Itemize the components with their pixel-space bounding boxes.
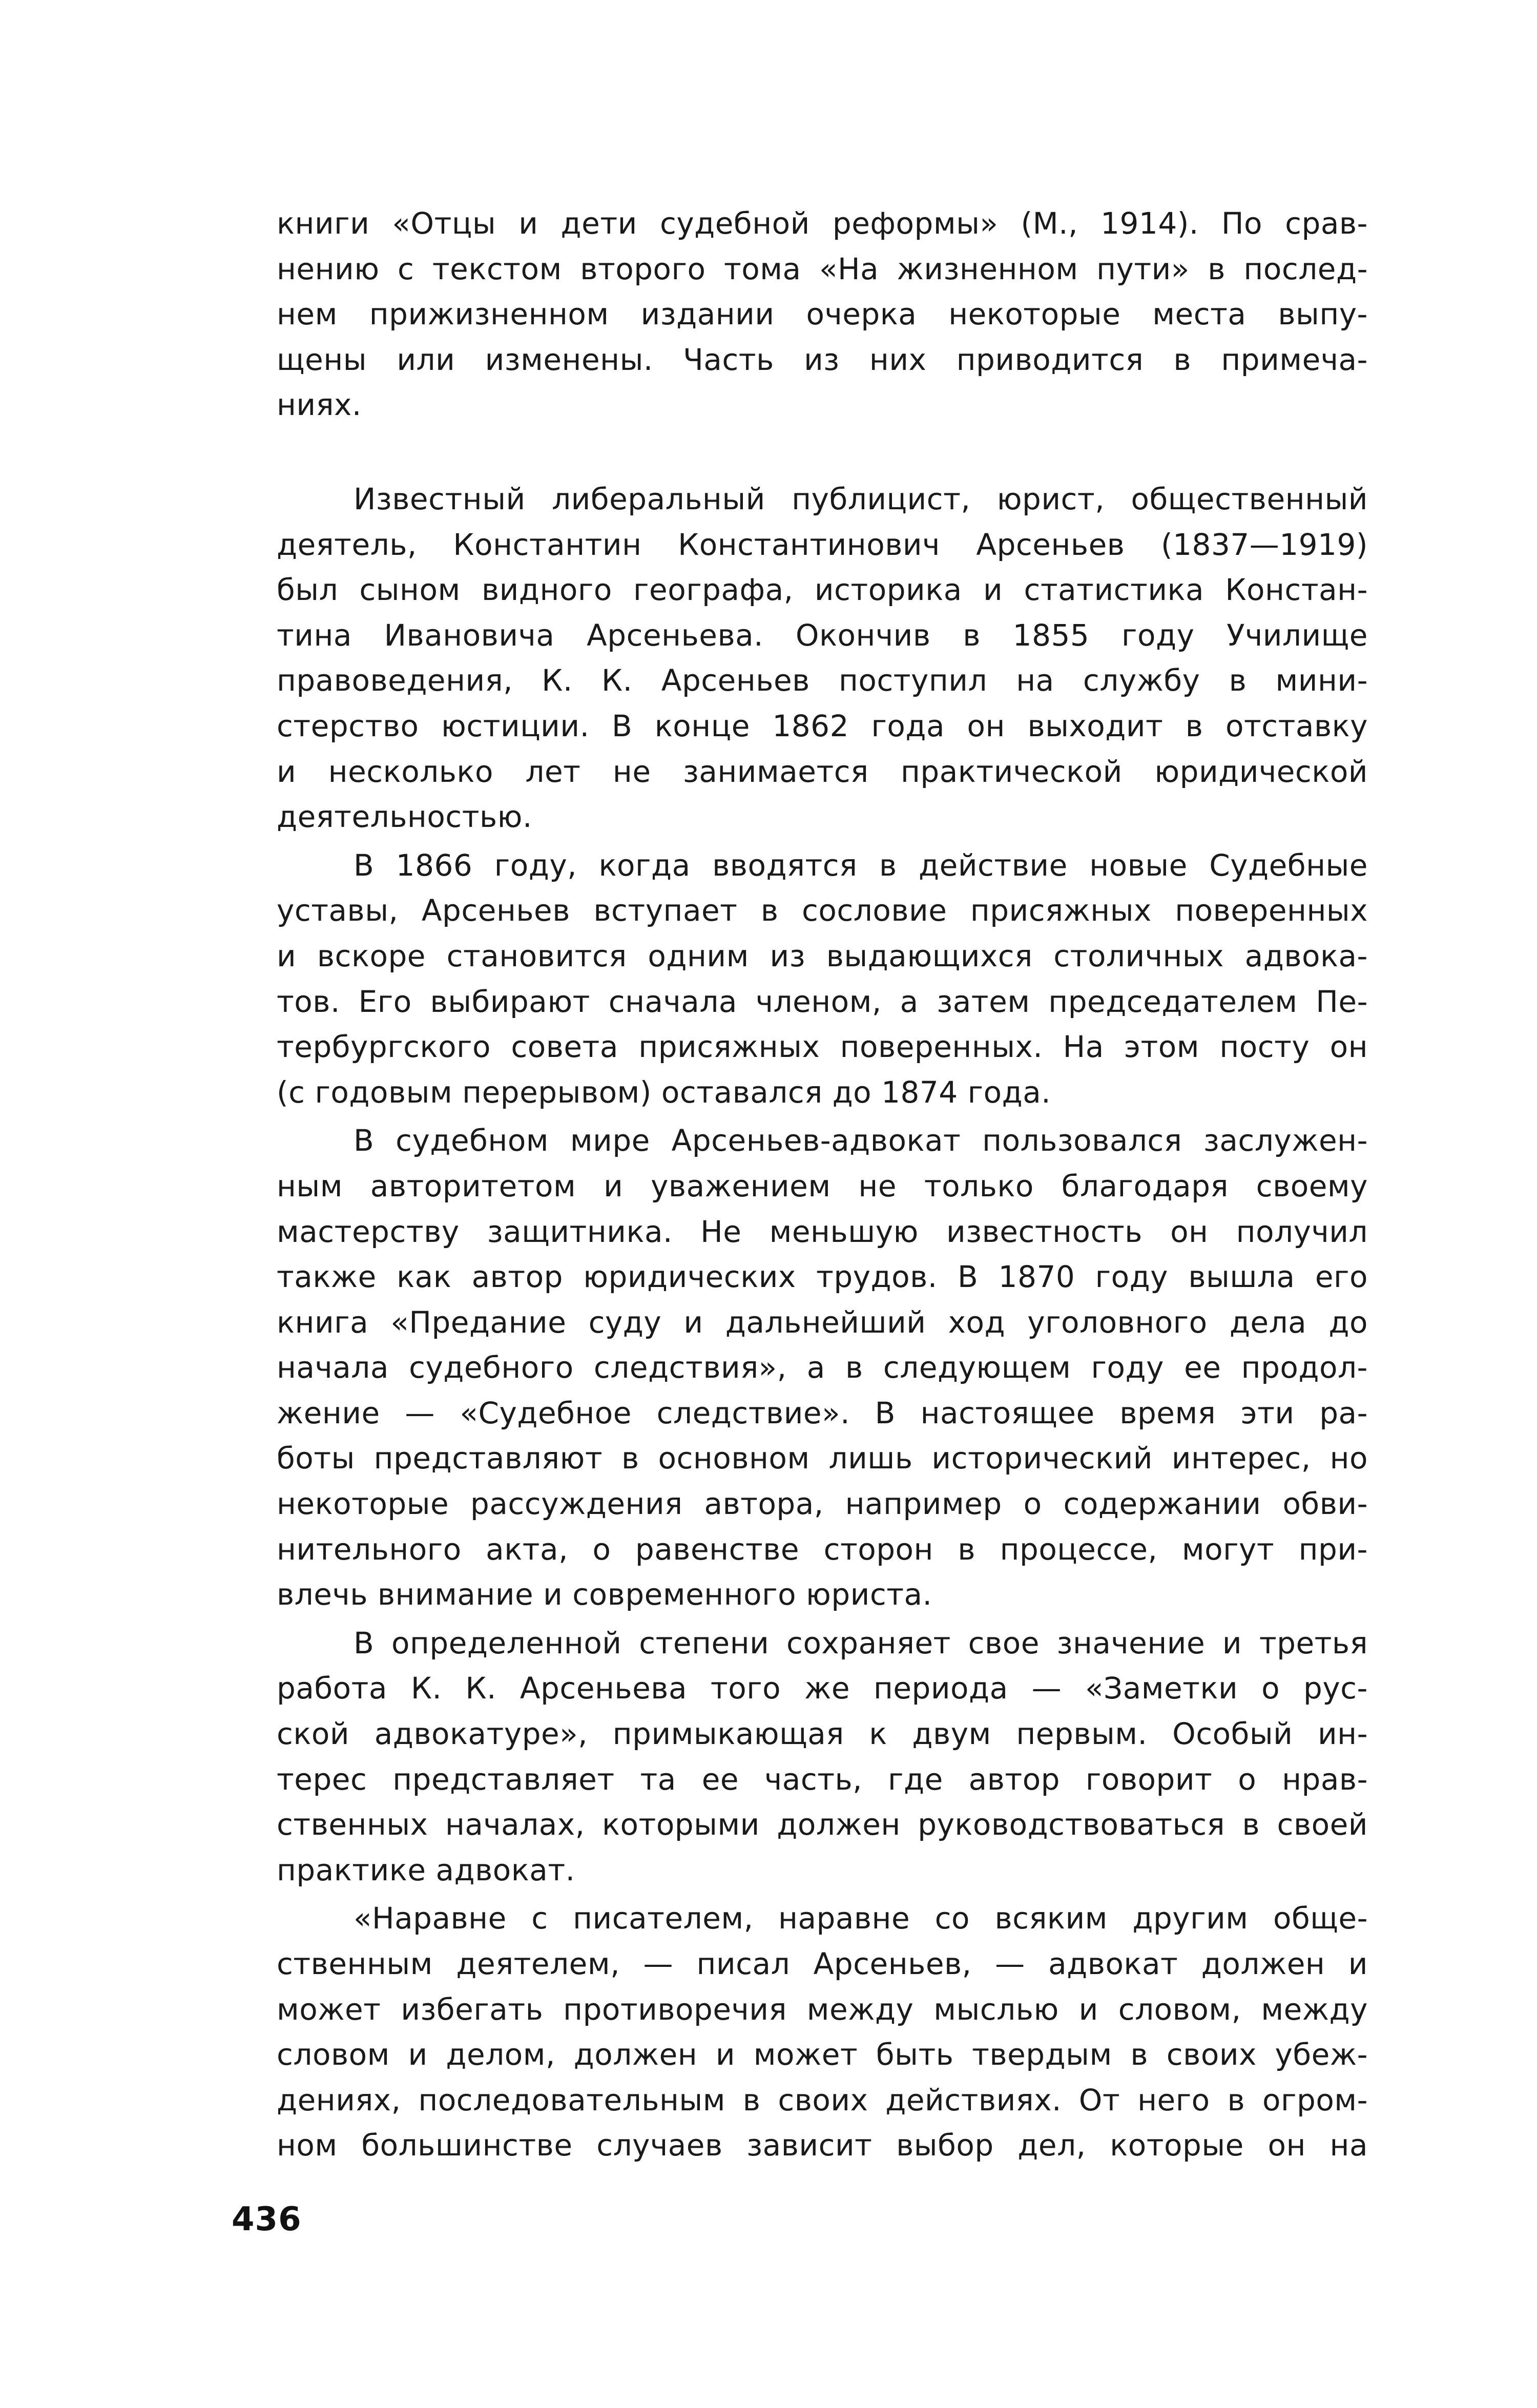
text-line: ственных началах, которыми должен руководствоваться в своей xyxy=(277,1807,1368,1842)
text-line: нению с текстом второго тома «На жизненном пути» в послед- xyxy=(277,251,1368,286)
text-line: нем прижизненном издании очерка некоторые места выпу- xyxy=(277,297,1368,332)
text-line: работа К. К. Арсеньева того же периода — «Заметки о рус- xyxy=(277,1671,1368,1706)
text-line: В определенной степени сохраняет свое значение и третья xyxy=(354,1625,1368,1660)
text-line: стерство юстиции. В конце 1862 года он выходит в отставку xyxy=(277,708,1368,743)
text-line: ской адвокатуре», примыкающая к двум первым. Особый ин- xyxy=(277,1716,1368,1752)
paragraph-3 xyxy=(277,1118,1368,1617)
text-line: уставы, Арсеньев вступает в сословие присяжных поверенных xyxy=(277,893,1368,928)
page-number: 436 xyxy=(232,2201,302,2238)
text-line: тина Ивановича Арсеньева. Окончив в 1855 году Училище xyxy=(277,617,1368,653)
text-line: может избегать противоречия между мыслью и словом, между xyxy=(277,1991,1368,2027)
text-line: тербургского совета присяжных поверенных. На этом посту он xyxy=(277,1029,1368,1065)
text-line: деятель, Константин Константинович Арсеньев (1837—1919) xyxy=(277,527,1368,562)
intro-paragraph xyxy=(277,201,1368,428)
text-line: (с годовым перерывом) оставался до 1874 года. xyxy=(277,1074,1051,1110)
text-line: правоведения, К. К. Арсеньев поступил на службу в мини- xyxy=(277,663,1368,698)
text-line: был сыном видного географа, историка и статистика Констан- xyxy=(277,572,1368,608)
text-line: ном большинстве случаев зависит выбор дел, которые он на xyxy=(277,2128,1368,2163)
text-line: начала судебного следствия», а в следующем году ее продол- xyxy=(277,1350,1368,1385)
text-line: ным авторитетом и уважением не только благодаря своему xyxy=(277,1168,1368,1203)
text-line: некоторые рассуждения автора, например о содержании обви- xyxy=(277,1486,1368,1522)
text-line: также как автор юридических трудов. В 1870 году вышла его xyxy=(277,1259,1368,1295)
text-line: деятельностью. xyxy=(277,799,532,835)
paragraph-5 xyxy=(277,1896,1368,2168)
text-line: терес представляет та ее часть, где автор говорит о нрав- xyxy=(277,1761,1368,1797)
text-line: «Наравне с писателем, наравне со всяким другим обще- xyxy=(354,1901,1368,1936)
text-line: В судебном мире Арсеньев-адвокат пользовался заслужен- xyxy=(354,1123,1368,1158)
paragraph-1 xyxy=(277,476,1368,840)
text-line: В 1866 году, когда вводятся в действие новые Судебные xyxy=(354,847,1368,883)
text-line: тов. Его выбирают сначала членом, а затем председателем Пе- xyxy=(277,984,1368,1019)
text-line: нительного акта, о равенстве сторон в процессе, могут при- xyxy=(277,1531,1368,1567)
text-line: словом и делом, должен и может быть твердым в своих убеж- xyxy=(277,2037,1368,2072)
text-line: боты представляют в основном лишь исторический интерес, но xyxy=(277,1441,1368,1476)
text-line: книга «Предание суду и дальнейший ход уголовного дела до xyxy=(277,1304,1368,1340)
text-line: жение — «Судебное следствие». В настоящее время эти ра- xyxy=(277,1395,1368,1430)
text-line: Известный либеральный публицист, юрист, общественный xyxy=(354,482,1368,516)
text-line: мастерству защитника. Не меньшую известность он получил xyxy=(277,1214,1368,1249)
text-line: и несколько лет не занимается практической юридической xyxy=(277,754,1368,789)
text-line: книги «Отцы и дети судебной реформы» (М., 1914). По срав- xyxy=(277,206,1368,241)
text-line: дениях, последовательным в своих действиях. От него в огром- xyxy=(277,2082,1368,2118)
paragraph-2 xyxy=(277,843,1368,1115)
text-line: влечь внимание и современного юриста. xyxy=(277,1577,932,1612)
text-line: ниях. xyxy=(277,387,362,423)
paragraph-4 xyxy=(277,1621,1368,1893)
text-line: щены или изменены. Часть из них приводится в примеча- xyxy=(277,342,1368,377)
text-line: ственным деятелем, — писал Арсеньев, — адвокат должен и xyxy=(277,1946,1368,1981)
main-text xyxy=(277,476,1368,2168)
text-line: практике адвокат. xyxy=(277,1852,575,1887)
text-line: и вскоре становится одним из выдающихся столичных адвока- xyxy=(277,938,1368,973)
